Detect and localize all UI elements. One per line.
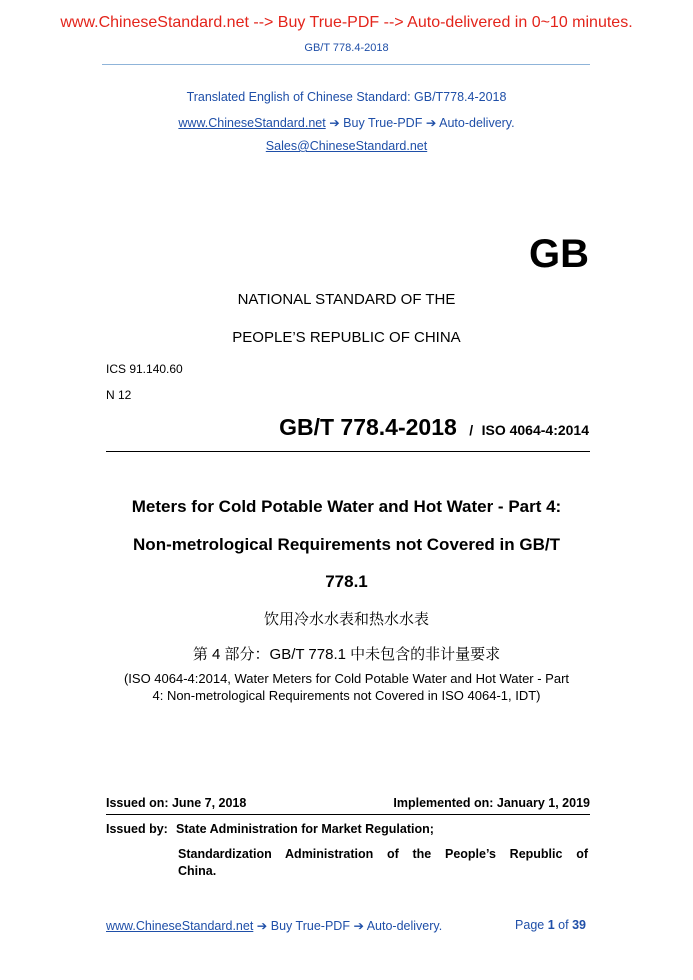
arrow-right-icon: ➔ <box>353 919 364 933</box>
page-of: of <box>558 918 569 932</box>
gb-logo: GB <box>529 232 589 276</box>
footer-auto-delivery-text: Auto-delivery. <box>366 919 443 933</box>
header-divider <box>102 64 590 65</box>
translation-notice: Translated English of Chinese Standard: GB/T778.4-2018 <box>186 90 507 104</box>
standard-number-rule <box>106 451 590 452</box>
title-line3: 778.1 <box>325 572 368 591</box>
dates-row <box>106 796 590 810</box>
chinese-title-line2: 第 4 部分：GB/T 778.1 中未包含的非计量要求 <box>192 646 501 663</box>
ics-code: ICS 91.140.60 <box>106 362 183 376</box>
page-total: 39 <box>572 918 586 932</box>
iso-note-line1: (ISO 4064-4:2014, Water Meters for Cold Potable Water and Hot Water - Part <box>123 671 570 686</box>
iso-note-line2: 4: Non-metrological Requirements not Covered in ISO 4064-1, IDT) <box>152 688 541 703</box>
national-standard-line2: PEOPLE’S REPUBLIC OF CHINA <box>232 329 461 346</box>
footer-site-link[interactable]: www.ChineseStandard.net <box>106 919 254 933</box>
site-link[interactable]: www.ChineseStandard.net <box>178 116 326 130</box>
page-current: 1 <box>547 918 555 932</box>
arrow-right-icon: ➔ <box>425 116 437 130</box>
translation-links <box>0 115 693 130</box>
dates-rule <box>106 814 590 815</box>
issued-on-date: Issued on: June 7, 2018 <box>106 796 247 810</box>
header-standard-code: GB/T 778.4-2018 <box>304 42 389 54</box>
footer <box>106 918 586 933</box>
issuing-org-2-line1: Standardization Administration of the People’s Republic of <box>178 847 588 861</box>
issued-by-label: Issued by: <box>106 822 168 836</box>
auto-delivery-text: Auto-delivery. <box>439 116 515 130</box>
footer-buy-true-pdf-link[interactable]: Buy True-PDF <box>270 919 350 933</box>
gb-number: GB/T 778.4-2018 <box>279 414 457 440</box>
national-standard-line1: NATIONAL STANDARD OF THE <box>237 291 456 308</box>
sales-email-link[interactable]: Sales@ChineseStandard.net <box>265 139 428 153</box>
title-line2: Non-metrological Requirements not Covered in GB/T <box>133 535 560 554</box>
email-row <box>0 139 693 153</box>
number-separator: / <box>469 422 474 438</box>
standard-number <box>279 414 589 441</box>
top-banner[interactable]: www.ChineseStandard.net --> Buy True-PDF --> Auto-delivered in 0~10 minutes. <box>60 14 633 31</box>
arrow-right-icon: ➔ <box>329 116 340 130</box>
title-line1: Meters for Cold Potable Water and Hot Water - Part 4: <box>131 497 562 516</box>
iso-number: ISO 4064-4:2014 <box>481 422 589 438</box>
chinese-title-line1: 饮用冷水水表和热水水表 <box>263 611 429 628</box>
issuing-org-2-line2: China. <box>178 864 217 878</box>
ccs-code: N 12 <box>106 388 132 402</box>
page-label: Page <box>515 918 545 932</box>
issuing-org-1: State Administration for Market Regulation; <box>176 822 434 836</box>
page-indicator <box>515 918 586 932</box>
buy-true-pdf-link[interactable]: Buy True-PDF <box>343 116 423 130</box>
implemented-on-date: Implemented on: January 1, 2019 <box>393 796 590 810</box>
arrow-right-icon: ➔ <box>256 919 268 933</box>
